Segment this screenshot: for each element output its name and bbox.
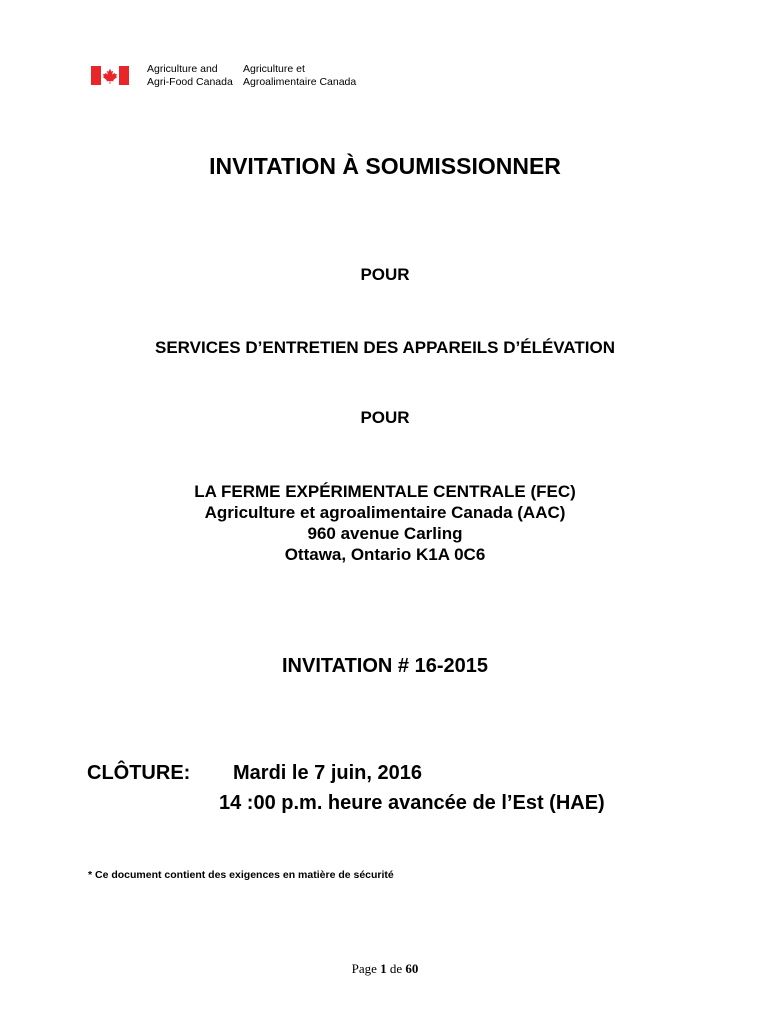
document-title: INVITATION À SOUMISSIONNER <box>209 153 561 179</box>
security-note: * Ce document contient des exigences en matière de sécurité <box>88 869 394 881</box>
closing-date: Mardi le 7 juin, 2016 <box>233 762 422 784</box>
closing-time: 14 :00 p.m. heure avancée de l’Est (HAE) <box>219 792 605 814</box>
wordmark-english <box>147 63 233 89</box>
address-line: 960 avenue Carling <box>307 524 463 543</box>
page-total: 60 <box>405 961 419 976</box>
service-title: SERVICES D’ENTRETIEN DES APPAREILS D’ÉLÉVATION <box>154 338 615 357</box>
address-line: LA FERME EXPÉRIMENTALE CENTRALE (FEC) <box>194 482 576 501</box>
page-of: de <box>389 961 403 976</box>
wordmark-french-line: Agroalimentaire Canada <box>243 76 357 88</box>
address-line: Agriculture et agroalimentaire Canada (AAC) <box>204 503 566 522</box>
closing-label: CLÔTURE: <box>87 762 191 784</box>
wordmark-english-line: Agriculture and <box>147 63 218 75</box>
pour-label-2: POUR <box>360 408 410 427</box>
government-header <box>91 63 391 93</box>
pour-label-1: POUR <box>360 265 410 284</box>
page-prefix: Page <box>351 961 377 976</box>
wordmark-french-line: Agriculture et <box>243 63 305 75</box>
page-current: 1 <box>380 961 387 976</box>
page-number <box>0 961 770 977</box>
address-line: Ottawa, Ontario K1A 0C6 <box>284 545 486 564</box>
location-address <box>0 481 770 565</box>
wordmark-french <box>243 63 356 89</box>
canada-flag-icon <box>91 66 129 85</box>
wordmark-english-line: Agri-Food Canada <box>147 76 233 88</box>
invitation-number: INVITATION # 16-2015 <box>282 655 488 677</box>
